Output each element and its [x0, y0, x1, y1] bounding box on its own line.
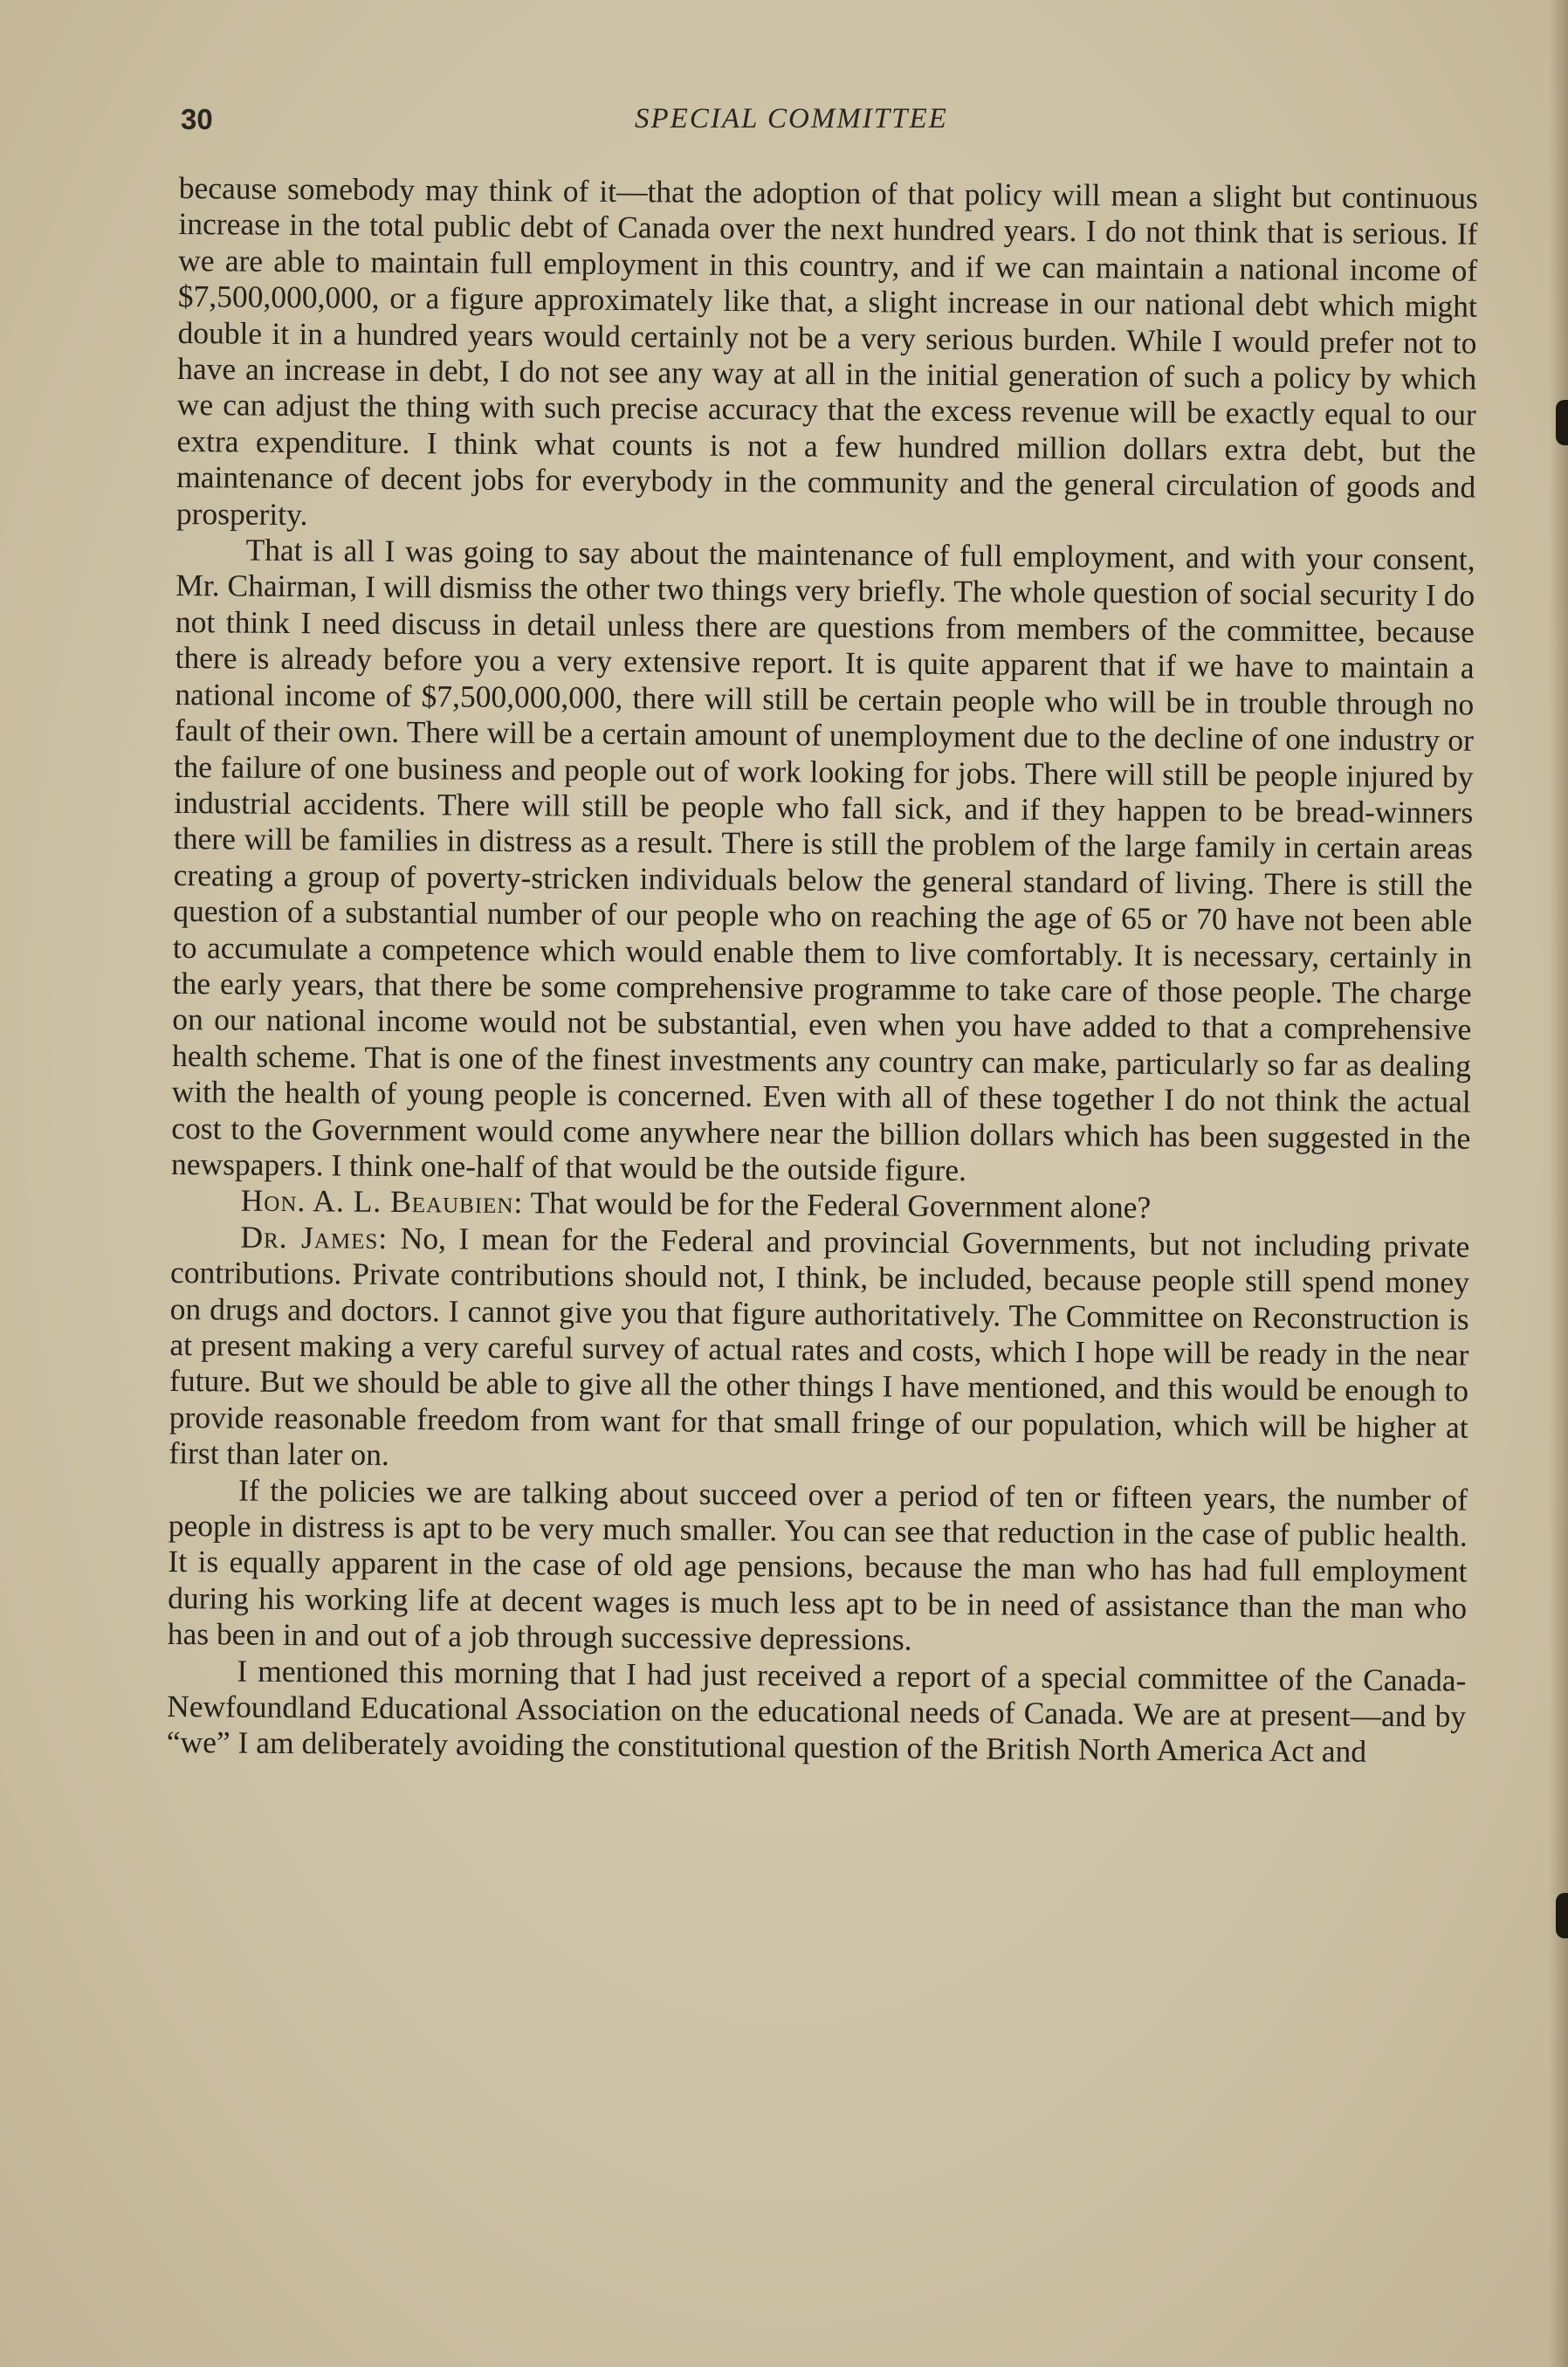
binding-mark [1556, 400, 1568, 445]
paragraph [168, 1472, 1468, 1663]
paragraph-text: because somebody may think of it—that the adoption of that policy will mean a slight but continuous increase in the total public debt of Canada over the next hundred years. I do not think that is serious. If we are able to maintain full employment in this country, and if we can maintain a national income of $7,500,000,000, or a figure approximately like that, a slight increase in our national debt which might double it in a hundred years would certainly not be a very serious burden. While I would prefer not to have an increase in debt, I do not see any way at all in the initial generation of such a policy by which we can adjust the thing with such precise accuracy that the excess revenue will be exactly equal to our extra expenditure. I think what counts is not a few hundred million dollars extra debt, but the maintenance of decent jobs for everybody in the community and the general circulation of goods and prosperity. [175, 170, 1478, 532]
speaker-name: Dr. James: [240, 1219, 389, 1256]
body-text [167, 170, 1478, 1772]
page-number: 30 [181, 103, 213, 135]
speaker-name: Hon. A. L. Beaubien: [240, 1182, 524, 1221]
running-head: SPECIAL COMMITTEE [635, 103, 948, 134]
paragraph-text: That would be for the Federal Government alone? [530, 1185, 1152, 1226]
paragraph [176, 170, 1478, 542]
page-edge-shadow [1549, 0, 1568, 2367]
paragraph-text: I mentioned this morning that I had just received a report of a special committee of the Canada-Newfoundland Educational Association on the educational needs of Canada. We are at present—and by “we” I am deliberately avoiding the constitutional question of the British North America Act and [166, 1653, 1467, 1770]
page-header [181, 103, 1473, 147]
paragraph-text: If the policies we are talking about succeed over a period of ten or fifteen years, the number of people in distress is apt to be very much smaller. You can see that reduction in the case of public health. It is equally apparent in the case of old age pensions, because the man who has had full employment during his working life at decent wages is much less apt to be in need of assistance than the man who has been in and out of a job through successive depressions. [167, 1472, 1468, 1657]
paragraph [171, 532, 1475, 1193]
dialogue-paragraph [168, 1219, 1469, 1483]
binding-mark [1556, 1893, 1568, 1938]
paragraph [167, 1653, 1467, 1772]
paragraph-text: That is all I was going to say about the maintenance of full employment, and with your consent, Mr. Chairman, I will dismiss the other two things very briefly. The whole question of social security I do not think I need discuss in detail unless there are questions from members of the committee, because there is already before you a very extensive report. It is quite apparent that if we have to maintain a national income of $7,500,000,000, there will still be certain people who will be in trouble through no fault of their own. There will be a certain amount of unemployment due to the decline of one industry or the failure of one business and people out of work looking for jobs. There will still be people injured by industrial accidents. There will still be people who fall sick, and if they happen to be bread-winners there will be families in distress as a result. There is still the problem of the large family in certain areas creating a group of poverty-stricken individuals below the general standard of living. There is still the question of a substantial number of our people who on reaching the age of 65 or 70 have not been able to accumulate a competence which would enable them to live comfortably. It is necessary, certainly in the early years, that there be some comprehensive programme to take care of those people. The charge on our national income would not be substantial, even when you have added to that a comprehensive health scheme. That is one of the finest investments any country can make, particularly so far as dealing with the health of young people is concerned. Even with all of these together I do not think the actual cost to the Government would come anywhere near the billion dollars which has been suggested in the newspapers. I think one-half of that would be the outside figure. [170, 532, 1475, 1188]
paragraph-text: No, I mean for the Federal and provincial Governments, but not including private contributions. Private contributions should not, I think, be included, because people still spend money on drugs and doctors. I cannot give you that figure authoritatively. The Committee on Reconstruction is at present making a very careful survey of actual rates and costs, which I hope will be ready in the near future. But we should be able to give all the other things I have mentioned, and this would be enough to provide reasonable freedom from want for that small fringe of our population, which will be higher at first than later on. [168, 1220, 1470, 1473]
